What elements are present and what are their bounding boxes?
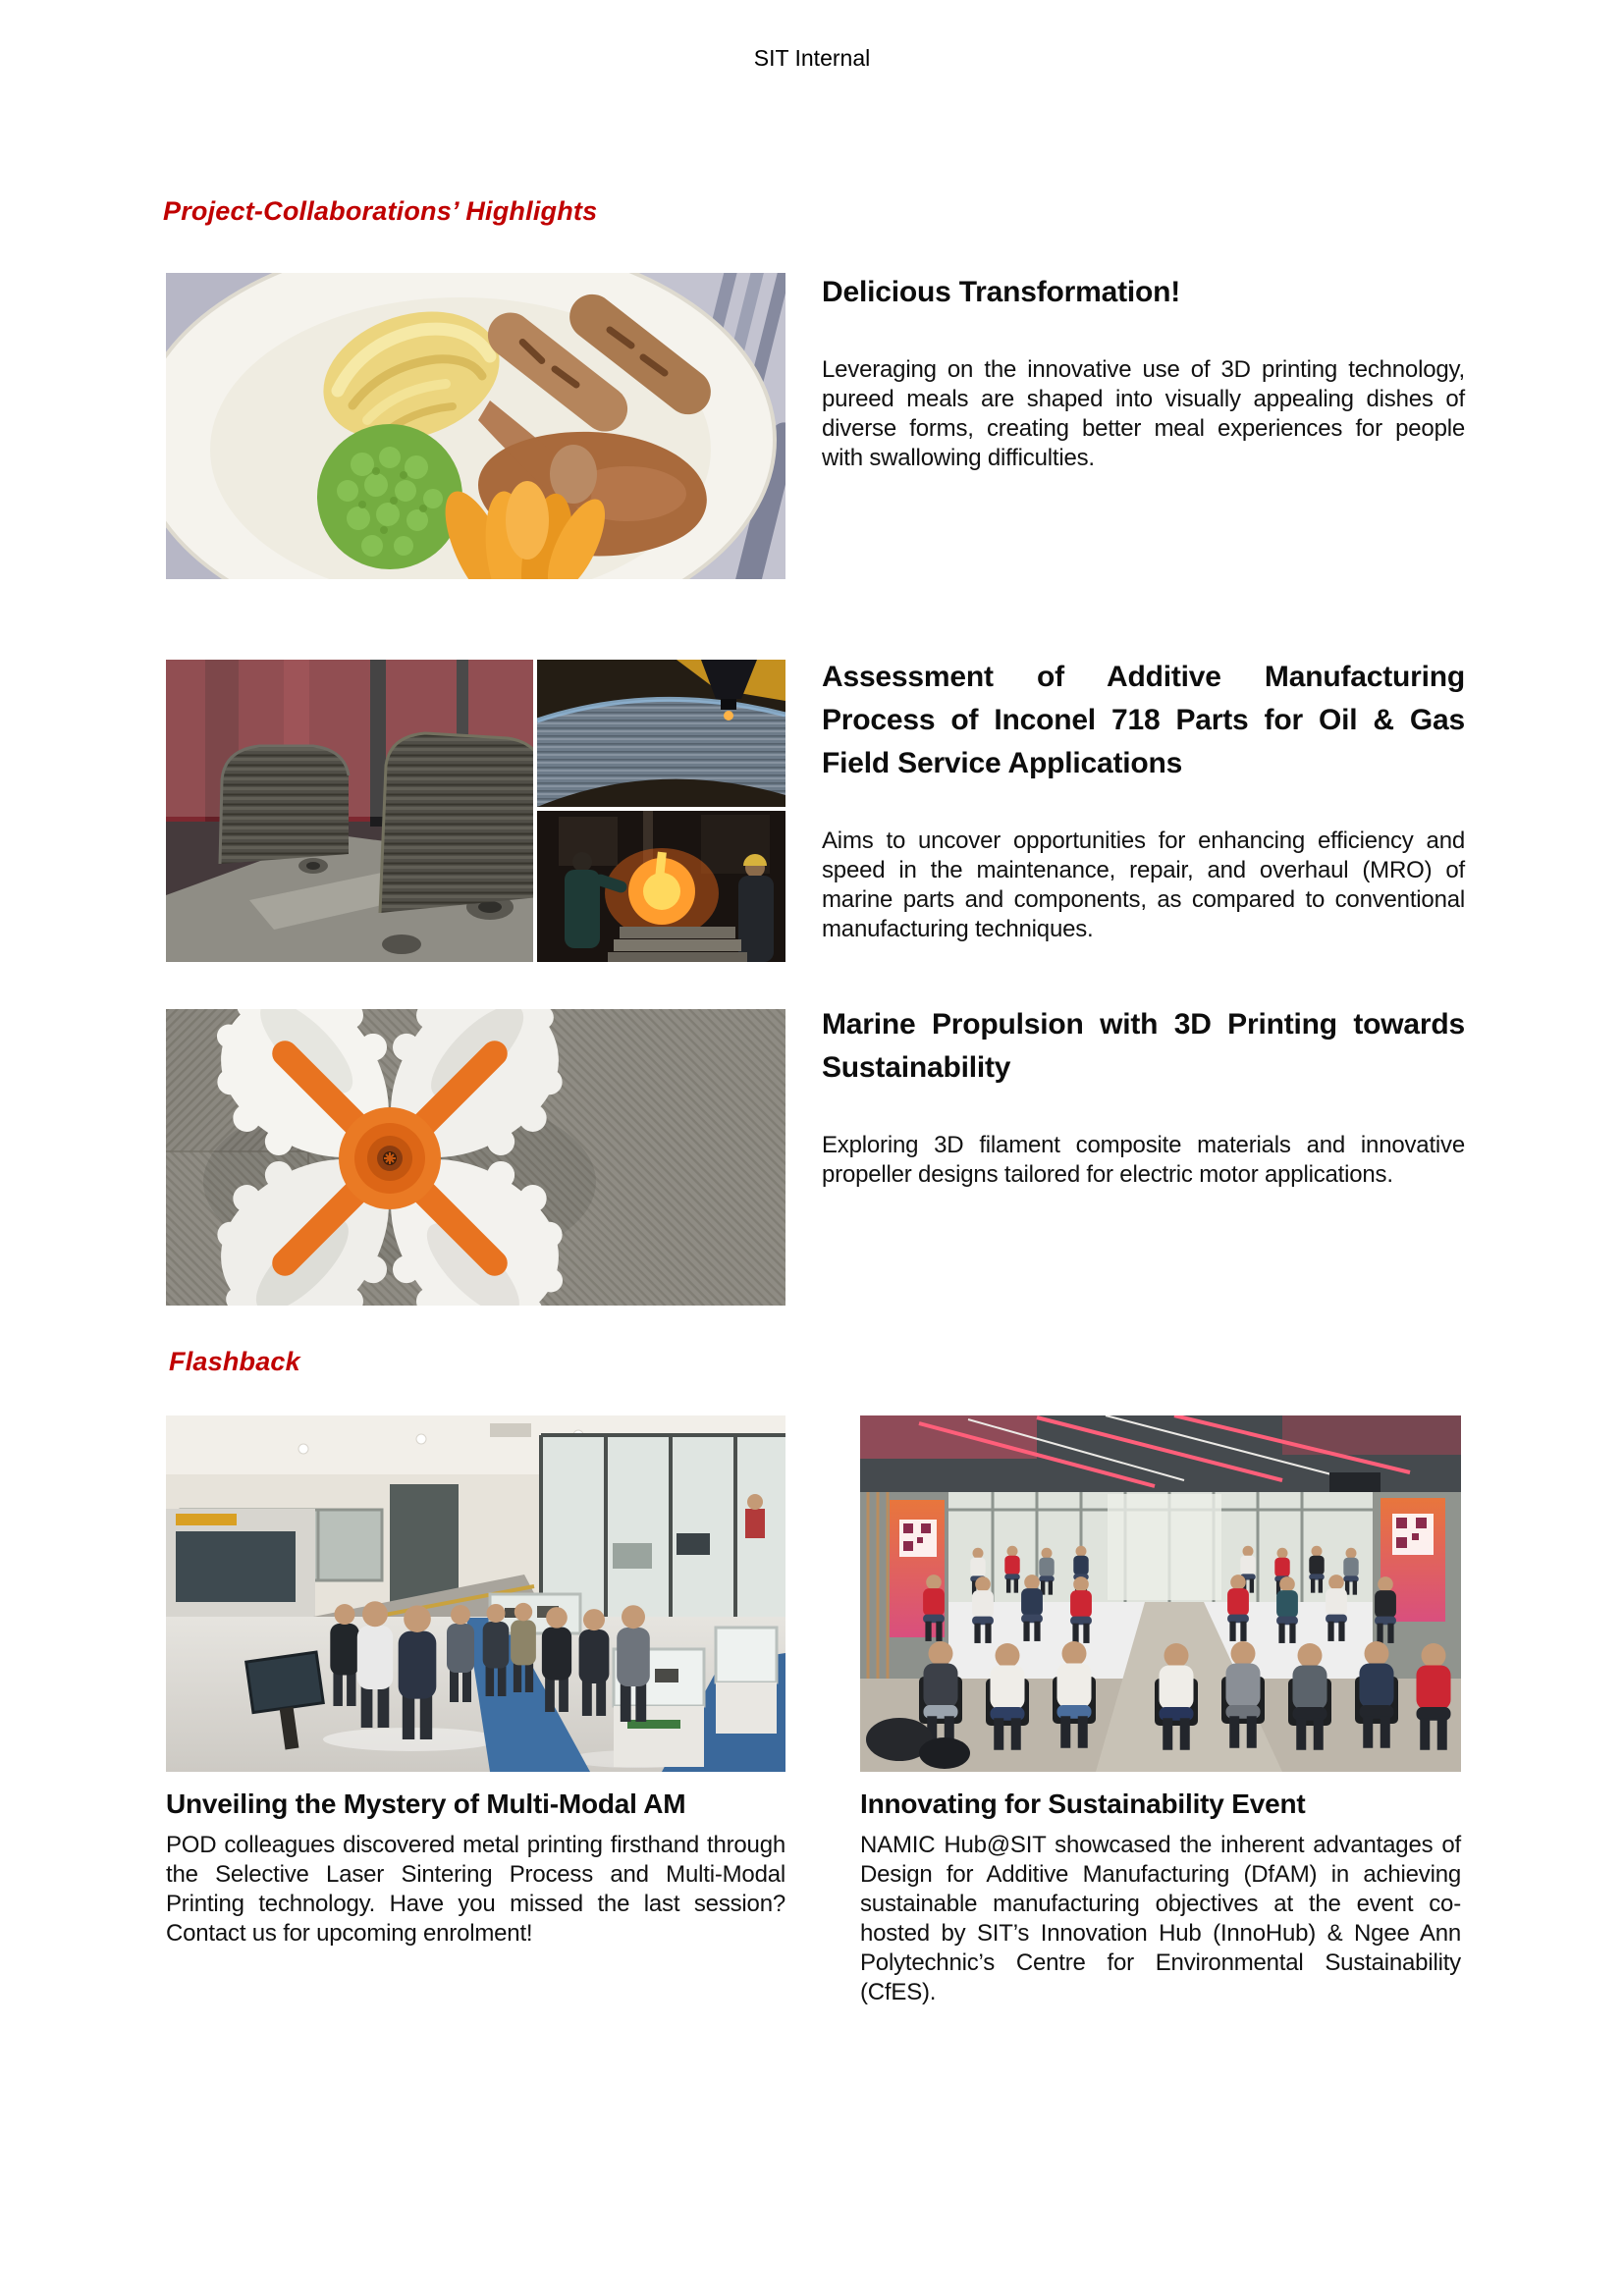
highlight-text-3 — [822, 1003, 1465, 1190]
showroom-tour-illustration — [166, 1415, 785, 1772]
inconel-am-illustration — [166, 660, 785, 962]
highlight-text-2 — [822, 656, 1465, 944]
flashback-title-2: Innovating for Sustainability Event — [860, 1789, 1306, 1819]
pureed-meal-photo — [166, 273, 785, 579]
foundry-panel — [537, 811, 785, 962]
propeller-photo — [166, 1009, 785, 1306]
flashback-item-1 — [166, 1415, 785, 1949]
wire-arc-panel — [537, 660, 785, 807]
inconel-am-photo — [166, 660, 785, 962]
highlight-text-1 — [822, 271, 1465, 473]
highlight-body-2: Aims to uncover opportunities for enhancing efficiency and speed in the maintenance, repair, and overhaul (MRO) of marine parts and components, as compared to conventional manufacturing techniques. — [822, 828, 1465, 942]
flashback-item-2 — [860, 1415, 1461, 2007]
pea-dome — [317, 424, 462, 569]
highlight-title-1: Delicious Transformation! — [822, 276, 1181, 308]
flashback-section-heading: Flashback — [169, 1347, 300, 1376]
highlight-body-3: Exploring 3D filament composite materials and innovative propeller designs tailored for electric motor applications. — [822, 1132, 1465, 1188]
flashback-caption-2 — [860, 1788, 1461, 2007]
sustainability-event-illustration — [860, 1415, 1461, 1772]
propeller-illustration — [166, 1009, 785, 1306]
flashback-body-1: POD colleagues discovered metal printing firsthand through the Selective Laser Sintering Process and Multi-Modal Printing technology. Have you missed the last session? Contact us for upcoming enrolment! — [166, 1832, 785, 1947]
printed-blocks-panel — [166, 660, 543, 962]
flashback-body-2: NAMIC Hub@SIT showcased the inherent advantages of Design for Additive Manufacturing (DfAM) in achieving sustainable manufacturing objectives at the event co-hosted by SIT’s Innovation Hub (InnoHub) & Ngee Ann Polytechnic’s Centre for Environmental Sustainability (CfES). — [860, 1832, 1461, 2005]
showroom-tour-photo — [166, 1415, 785, 1772]
propeller-hub — [339, 1107, 441, 1209]
doc-classification-header: SIT Internal — [753, 45, 871, 71]
pureed-meal-illustration — [166, 273, 785, 579]
highlights-section-heading: Project-Collaborations’ Highlights — [163, 196, 598, 226]
highlight-title-3: Marine Propulsion with 3D Printing towards Sustainability — [822, 1008, 1465, 1084]
highlight-title-2: Assessment of Additive Manufacturing Process of Inconel 718 Parts for Oil & Gas Field Service Applications — [822, 661, 1465, 779]
flashback-title-1: Unveiling the Mystery of Multi-Modal AM — [166, 1789, 686, 1819]
display-case — [716, 1628, 777, 1734]
sustainability-event-photo — [860, 1415, 1461, 1772]
highlight-body-1: Leveraging on the innovative use of 3D printing technology, pureed meals are shaped into visually appealing dishes of diverse forms, creating better meal experiences for people with swallowing difficulties. — [822, 356, 1465, 471]
flashback-caption-1 — [166, 1788, 785, 1949]
